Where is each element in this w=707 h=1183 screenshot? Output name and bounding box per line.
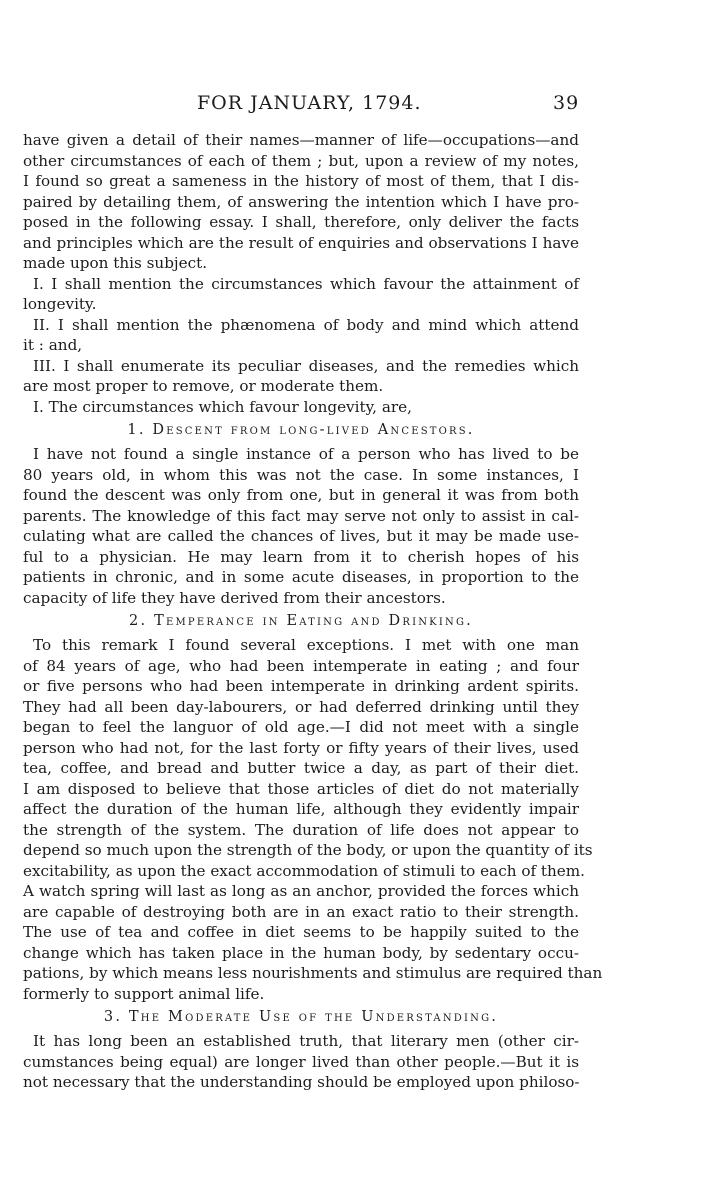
- text-line: tea, coffee, and bread and butter twice a day, as part of their diet.: [23, 759, 579, 777]
- text-line: person who had not, for the last forty or fifty years of their lives, used: [23, 738, 579, 757]
- text-line: longevity.: [23, 295, 97, 313]
- text-line: pations, by which means less nourishments and stimulus are required than: [23, 964, 603, 982]
- text-line: III. I shall enumerate its peculiar diseases, and the remedies which: [33, 356, 579, 375]
- section-heading-temperance: 2. Temperance in Eating and Drinking.: [129, 613, 473, 629]
- running-title: FOR JANUARY, 1794.: [197, 92, 422, 114]
- text-line: other circumstances of each of them ; but, upon a review of my notes,: [23, 151, 579, 170]
- list-item-second: [23, 315, 579, 356]
- text-line: excitability, as upon the exact accommodation of stimuli to each of them.: [23, 861, 586, 880]
- text-line: capacity of life they have derived from their ancestors.: [23, 588, 446, 607]
- text-line: depend so much upon the strength of the body, or upon the quantity of its: [23, 841, 593, 859]
- text-line: parents. The knowledge of this fact may serve not only to assist in cal-: [23, 506, 579, 525]
- text-line: It has long been an established truth, that literary men (other cir-: [33, 1032, 579, 1050]
- text-line: ful to a physician. He may learn from it to cherish hopes of his: [23, 547, 579, 566]
- text-line: To this remark I found several exceptions. I met with one man: [33, 636, 579, 654]
- text-line: and principles which are the result of enquiries and observations I have: [23, 233, 579, 252]
- paragraph-understanding: [23, 1031, 579, 1093]
- text-line: I. The circumstances which favour longevity, are,: [33, 397, 412, 416]
- paragraph-opening: [23, 130, 579, 274]
- text-line: of 84 years of age, who had been intemperate in eating ; and four: [23, 656, 579, 675]
- text-line: I. I shall mention the circumstances which favour the attainment of: [33, 274, 579, 293]
- paragraph-temperance: [23, 635, 603, 1004]
- text-line: it : and,: [23, 336, 83, 354]
- page-text: [23, 130, 603, 1093]
- text-line: affect the duration of the human life, although they evidently impair: [23, 800, 579, 818]
- section-heading-descent: 1. Descent from long-lived Ancestors.: [127, 422, 475, 438]
- text-line: posed in the following essay. I shall, therefore, only deliver the facts: [23, 213, 579, 231]
- text-line: II. I shall mention the phænomena of body and mind which attend: [33, 315, 579, 334]
- list-item-third: [23, 356, 579, 397]
- text-line: They had all been day-labourers, or had deferred drinking until they: [23, 697, 579, 716]
- text-line: The use of tea and coffee in diet seems to be happily suited to the: [23, 923, 579, 941]
- page-number: 39: [553, 92, 580, 114]
- text-line: began to feel the languor of old age.—I did not meet with a single: [23, 718, 579, 736]
- text-line: cumstances being equal) are longer lived than other people.—But it is: [23, 1052, 579, 1071]
- text-line: paired by detailing them, of answering the intention which I have pro-: [23, 192, 579, 211]
- text-line: formerly to support animal life.: [23, 984, 265, 1003]
- text-line: I found so great a sameness in the history of most of them, that I dis-: [23, 172, 579, 190]
- text-line: patients in chronic, and in some acute diseases, in proportion to the: [23, 568, 579, 586]
- text-line: found the descent was only from one, but in general it was from both: [23, 486, 579, 504]
- text-line: change which has taken place in the human body, by sedentary occu-: [23, 943, 579, 962]
- text-line: are most proper to remove, or moderate them.: [23, 377, 384, 395]
- text-line: I am disposed to believe that those articles of diet do not materially: [23, 779, 579, 798]
- text-line: made upon this subject.: [23, 254, 208, 272]
- text-line: A watch spring will last as long as an anchor, provided the forces which: [23, 882, 579, 900]
- text-line: have given a detail of their names—manner of life—occupations—and: [23, 131, 579, 149]
- running-head: [0, 92, 707, 118]
- paragraph-descent: [23, 444, 579, 608]
- text-line: or five persons who had been intemperate in drinking ardent spirits.: [23, 677, 579, 695]
- section-heading-understanding: 3. The Moderate Use of the Understanding.: [103, 1009, 499, 1025]
- list-item-first: [23, 274, 579, 315]
- text-line: culating what are called the chances of lives, but it may be made use-: [23, 527, 579, 545]
- paragraph-intro: [23, 397, 579, 418]
- text-line: the strength of the system. The duration of life does not appear to: [23, 820, 579, 839]
- text-line: not necessary that the understanding should be employed upon philoso-: [23, 1073, 580, 1091]
- text-line: 80 years old, in whom this was not the case. In some instances, I: [23, 465, 579, 484]
- text-line: are capable of destroying both are in an exact ratio to their strength.: [23, 902, 579, 921]
- text-line: I have not found a single instance of a person who has lived to be: [33, 445, 579, 463]
